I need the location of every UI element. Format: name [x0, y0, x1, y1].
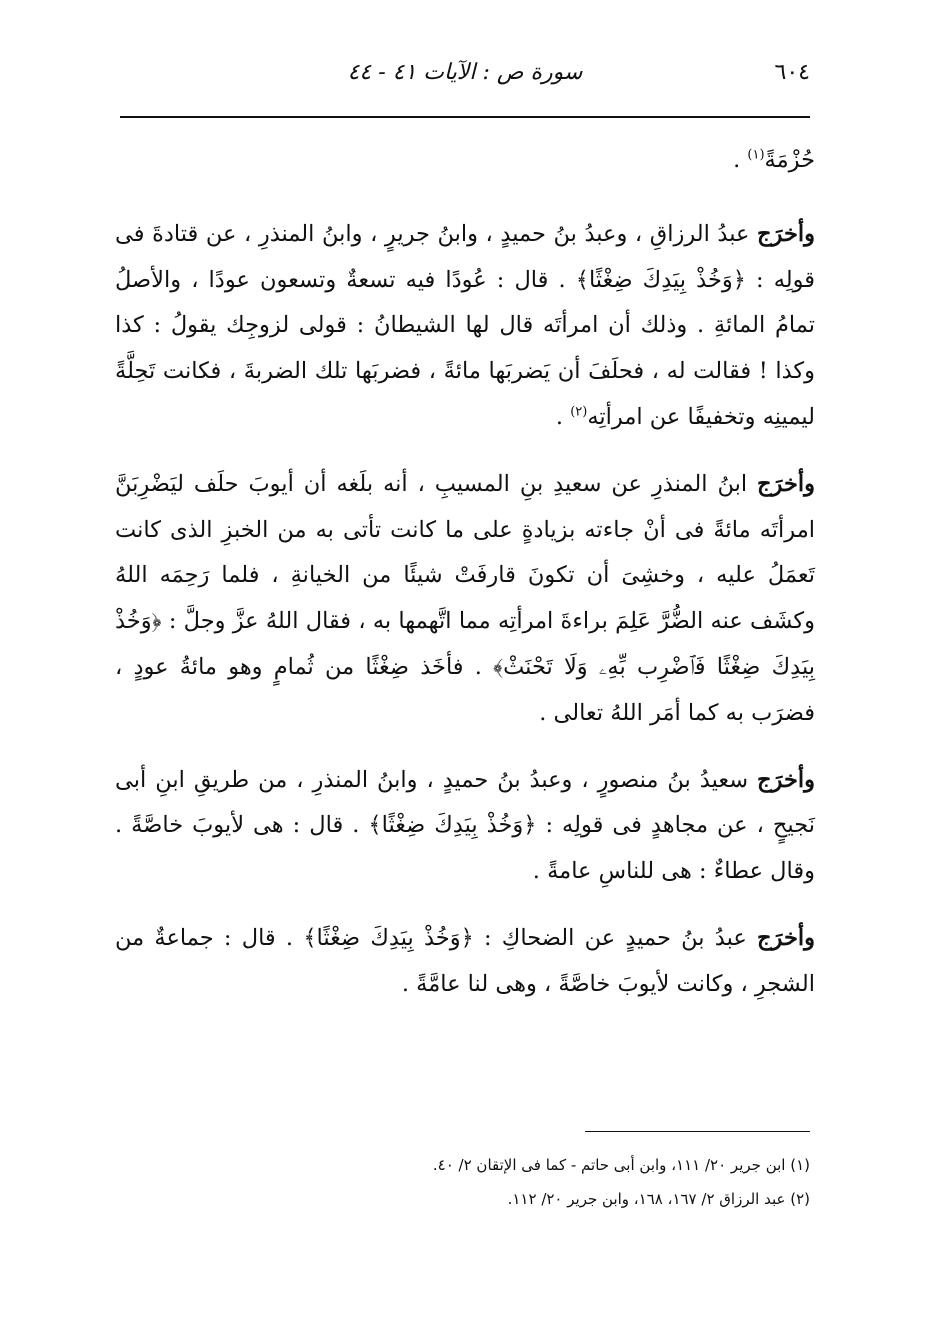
page-number: ٦٠٤ [774, 60, 810, 85]
paragraph-lead: وأخرَج [757, 924, 815, 951]
paragraph-text: حُزْمَةً [764, 147, 815, 173]
paragraph-1 [115, 212, 815, 441]
page-header [120, 60, 810, 96]
footnote-ref: (٢) [570, 404, 588, 420]
paragraph-text: عبدُ بنُ حميدٍ عن الضحاكِ : ﴿وَخُذْ بِيَدِكَ ضِغْثًا﴾ . قال : جماعةٌ من الشجرِ ، وكانت لأيوبَ خاصَّةً ، وهى لنا عامَّةً . [115, 924, 815, 997]
paragraph-3 [115, 758, 815, 895]
paragraph-lead: وأخرَج [757, 470, 815, 497]
paragraph-lead: وأخرَج [757, 766, 815, 793]
paragraph-2 [115, 462, 815, 737]
footnote-2: (٢) عبد الرزاق ٢/ ١٦٧، ١٦٨، وابن جرير ٢٠/ ١١٢. [507, 1190, 810, 1208]
paragraph-continuation [115, 138, 815, 184]
paragraph-lead: وأخرَج [757, 220, 815, 247]
paragraph-tail: . [555, 403, 571, 430]
footnote-rule [585, 1131, 810, 1132]
paragraph-tail: . [733, 147, 748, 173]
paragraph-text: ابنُ المنذرِ عن سعيدِ بنِ المسيبِ ، أنه بلَغه أن أيوبَ حلَف ليَضْرِبَنَّ امرأتَه مائةً فى أنْ جاءته بزيادةٍ على ما كانت تأتى به من الخبزِ الذى كانت تَعمَلُ عليه ، وخشِىَ أن تكونَ قارفَتْ شيئًا من الخيانةِ ، فلما رَحِمَه اللهُ وكشَف عنه الضُّرَّ عَلِمَ براءةَ امرأتِه مما اتَّهمها به ، فقال اللهُ عزَّ وجلَّ : ﴿وَخُذْ بِيَدِكَ ضِغْثًا فَٱضْرِب بِّهِۦ وَلَا تَحْنَثْ﴾ . فأخَذ ضِغْثًا من ثُمامٍ وهو مائةُ عودٍ ، فضرَب به كما أمَر اللهُ تعالى . [115, 470, 816, 726]
footnote-ref: (١) [747, 147, 765, 163]
paragraph-text: عبدُ الرزاقِ ، وعبدُ بنُ حميدٍ ، وابنُ جريرٍ ، وابنُ المنذرِ ، عن قتادةَ فى قولِه : ﴿وَخُذْ بِيَدِكَ ضِغْثًا﴾ . قال : عُودًا فيه تسعةٌ وتسعون عودًا ، والأصلُ تمامُ المائةِ . وذلك أن امرأتَه قال لها الشيطانُ : قولى لزوجِك يقولُ : كذا وكذا ! فقالت له ، فحلَفَ أن يَضربَها مائةً ، فضربَها تلك الضربةَ ، فكانت تَحِلَّةً ليمينِه وتخفيفًا عن امرأتِه [115, 220, 815, 430]
footnotes [120, 1148, 810, 1216]
running-title: سورة ص : الآيات ٤١ - ٤٤ [347, 60, 583, 85]
footnote-1: (١) ابن جرير ٢٠/ ١١١، وابن أبى حاتم - كما فى الإتقان ٢/ ٤٠. [432, 1156, 810, 1174]
header-rule [120, 116, 810, 118]
paragraph-text: سعيدُ بنُ منصورٍ ، وعبدُ بنُ حميدٍ ، وابنُ المنذرِ ، من طريقِ ابنِ أبى نَجيحٍ ، عن مجاهدٍ فى قولِه : ﴿وَخُذْ بِيَدِكَ ضِغْثًا﴾ . قال : هى لأيوبَ خاصَّةً . وقال عطاءٌ : هى للناسِ عامةً . [115, 766, 815, 885]
main-text [115, 138, 815, 1029]
paragraph-4 [115, 916, 815, 1008]
